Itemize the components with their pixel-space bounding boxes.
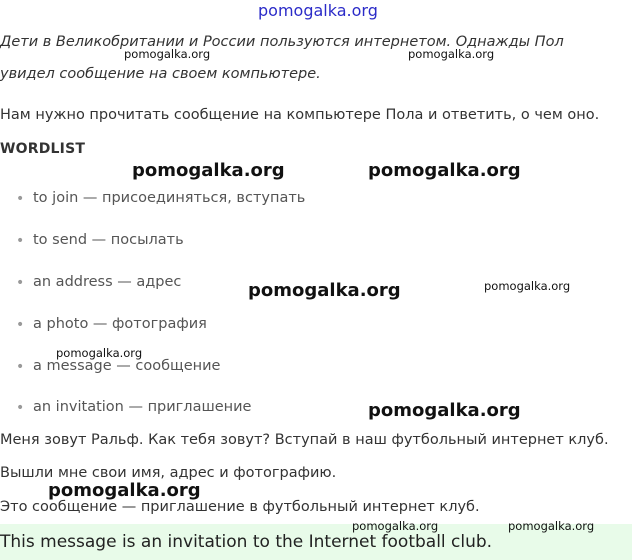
watermark: pomogalka.org bbox=[368, 400, 521, 421]
wordlist-item: to send — посылать bbox=[33, 232, 184, 248]
watermark: pomogalka.org bbox=[368, 160, 521, 181]
intro-line-1: Дети в Великобритании и России пользуются интернетом. Однажды Пол bbox=[0, 34, 564, 50]
bullet-icon: • bbox=[16, 275, 25, 291]
wordlist-item: a message — сообщение bbox=[33, 358, 221, 374]
watermark: pomogalka.org bbox=[132, 160, 285, 181]
site-link[interactable]: pomogalka.org bbox=[258, 1, 378, 20]
intro-line-2: увидел сообщение на своем компьютере. bbox=[0, 66, 321, 82]
bullet-icon: • bbox=[16, 359, 25, 375]
watermark: pomogalka.org bbox=[484, 279, 571, 293]
watermark: pomogalka.org bbox=[56, 346, 143, 360]
conclusion-text: Это сообщение — приглашение в футбольный интернет клуб. bbox=[0, 499, 480, 515]
wordlist-item: to join — присоединяться, вступать bbox=[33, 190, 306, 206]
wordlist-item: a photo — фотография bbox=[33, 316, 207, 332]
message-line-1: Меня зовут Ральф. Как тебя зовут? Вступай в наш футбольный интернет клуб. bbox=[0, 432, 609, 448]
wordlist-item: an invitation — приглашение bbox=[33, 399, 252, 415]
watermark: pomogalka.org bbox=[352, 519, 439, 533]
wordlist-item: an address — адрес bbox=[33, 274, 182, 290]
watermark: pomogalka.org bbox=[508, 519, 595, 533]
bullet-icon: • bbox=[16, 400, 25, 416]
message-line-2: Вышли мне свои имя, адрес и фотографию. bbox=[0, 465, 337, 481]
answer-text: This message is an invitation to the Internet football club. bbox=[0, 532, 493, 552]
watermark: pomogalka.org bbox=[48, 480, 201, 501]
bullet-icon: • bbox=[16, 317, 25, 333]
watermark: pomogalka.org bbox=[248, 280, 401, 301]
bullet-icon: • bbox=[16, 233, 25, 249]
watermark: pomogalka.org bbox=[408, 47, 495, 61]
task-text: Нам нужно прочитать сообщение на компьютере Пола и ответить, о чем оно. bbox=[0, 107, 600, 123]
bullet-icon: • bbox=[16, 191, 25, 207]
wordlist-title: WORDLIST bbox=[0, 141, 86, 157]
watermark: pomogalka.org bbox=[124, 47, 211, 61]
